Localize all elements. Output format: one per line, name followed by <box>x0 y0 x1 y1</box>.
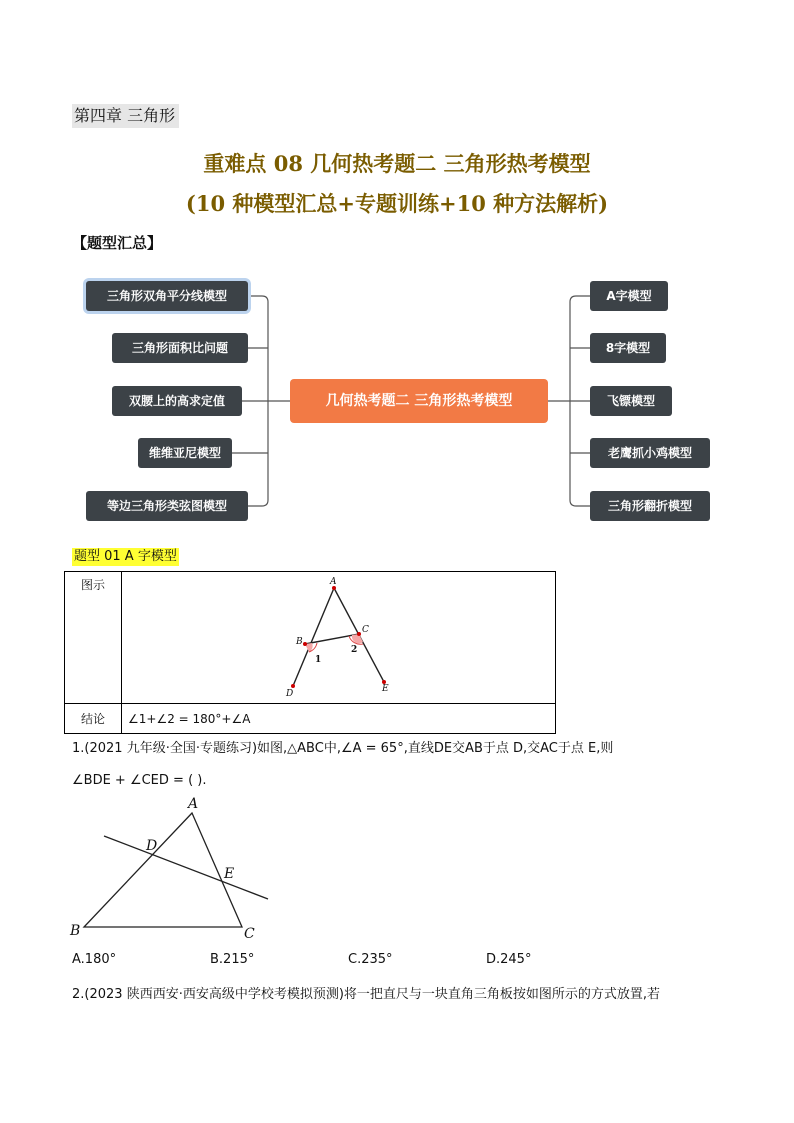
model-table <box>64 571 556 734</box>
q1-option-c[interactable]: C.235° <box>348 952 393 967</box>
section-heading: 【题型汇总】 <box>72 234 163 252</box>
mindmap-node-right-4[interactable]: 老鹰抓小鸡模型 <box>590 438 710 468</box>
q1-label-b: B <box>70 923 81 939</box>
chapter-label: 第四章 三角形 <box>72 104 179 128</box>
fig-angle-1: 1 <box>315 655 322 665</box>
mindmap-center-node[interactable]: 几何热考题二 三角形热考模型 <box>290 379 548 423</box>
page-subtitle: (10 种模型汇总+专题训练+10 种方法解析) <box>185 191 609 216</box>
fig-angle-2: 2 <box>351 645 358 655</box>
q1-option-d[interactable]: D.245° <box>486 952 532 967</box>
mindmap-node-left-5[interactable]: 等边三角形类弦图模型 <box>86 491 248 521</box>
mindmap-node-left-4[interactable]: 维维亚尼模型 <box>138 438 232 468</box>
page-title: 重难点 08 几何热考题二 三角形热考模型 <box>203 151 591 176</box>
figure-cell <box>122 572 556 704</box>
a-model-figure <box>122 572 552 700</box>
row-header-figure: 图示 <box>65 572 122 704</box>
mindmap-node-left-1[interactable]: 三角形双角平分线模型 <box>86 281 248 311</box>
fig-label-a: A <box>330 577 337 587</box>
q1-label-e: E <box>224 866 235 882</box>
fig-label-e: E <box>382 684 389 694</box>
q1-label-c: C <box>244 926 255 942</box>
q1-label-a: A <box>188 796 199 812</box>
mindmap-node-right-3[interactable]: 飞镖模型 <box>590 386 672 416</box>
mindmap-node-left-2[interactable]: 三角形面积比问题 <box>112 333 248 363</box>
question-1-line2: ∠BDE + ∠CED = ( ). <box>72 773 207 788</box>
q1-label-d: D <box>146 838 158 854</box>
q1-option-b[interactable]: B.215° <box>210 952 255 967</box>
row-header-conclusion: 结论 <box>65 704 122 734</box>
mindmap-node-left-3[interactable]: 双腰上的高求定值 <box>112 386 242 416</box>
mindmap-node-right-1[interactable]: A字模型 <box>590 281 668 311</box>
fig-label-d: D <box>286 689 294 699</box>
question-1-line1: 1.(2021 九年级·全国·专题练习)如图,△ABC中,∠A = 65°,直线DE交AB于点 D,交AC于点 E,则 <box>72 741 614 756</box>
question-2-line1: 2.(2023 陕西西安·西安高级中学校考模拟预测)将一把直尺与一块直角三角板按如图所示的方式放置,若 <box>72 987 661 1002</box>
fig-label-b: B <box>296 637 303 647</box>
fig-label-c: C <box>362 625 369 635</box>
question-1-figure <box>60 792 290 942</box>
conclusion-text: ∠1+∠2 = 180°+∠A <box>122 704 556 734</box>
type-01-label: 题型 01 A 字模型 <box>74 549 177 564</box>
mindmap-node-right-2[interactable]: 8字模型 <box>590 333 666 363</box>
q1-option-a[interactable]: A.180° <box>72 952 117 967</box>
mindmap-node-right-5[interactable]: 三角形翻折模型 <box>590 491 710 521</box>
